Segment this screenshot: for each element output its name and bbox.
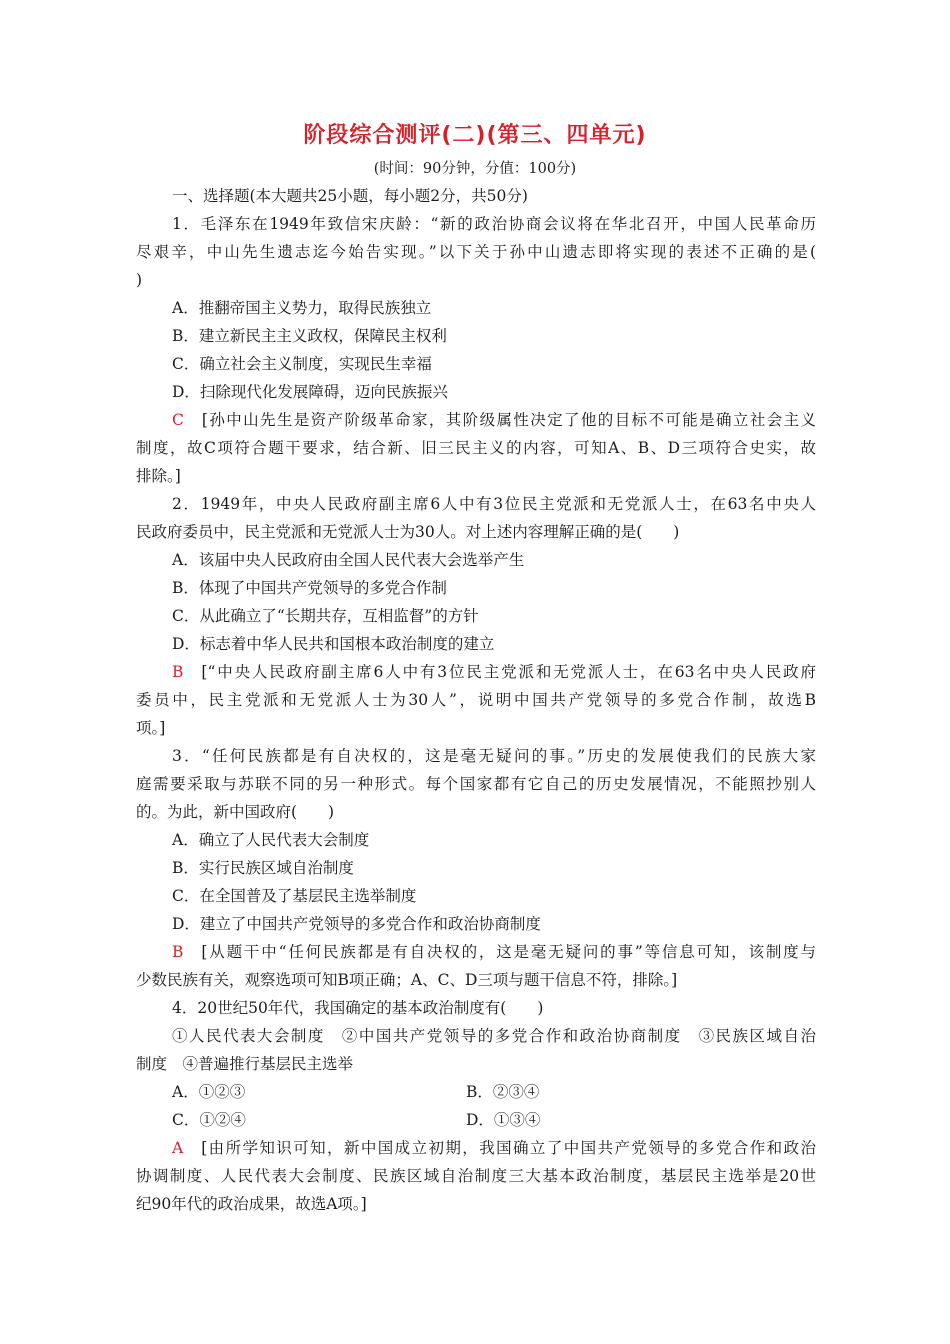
option-c: C．确立社会主义制度，实现民生幸福 (172, 355, 432, 373)
analysis-text: [从题干中“任何民族都是有自决权的，这是毫无疑问的事”等信息可知，该制度与 (201, 943, 816, 961)
option-a: A．确立了人民代表大会制度 (172, 831, 370, 849)
analysis-text: 协调制度、人民代表大会制度、民族区域自治制度三大基本政治制度，基层民主选举是20世 (136, 1167, 816, 1185)
analysis-text: [“中央人民政府副主席6人中有3位民主党派和无党派人士，在63名中央人民政府 (201, 663, 816, 681)
question-text: 2．1949年，中央人民政府副主席6人中有3位民主党派和无党派人士，在63名中央人 (172, 495, 816, 513)
option-row (136, 1078, 816, 1106)
option-a: A．①②③ (172, 1083, 246, 1101)
analysis-text: 项。] (136, 719, 166, 737)
analysis-text: 少数民族有关，观察选项可知B项正确；A、C、D三项与题干信息不符，排除。] (136, 971, 678, 989)
analysis-text: 纪90年代的政治成果，故选A项。] (136, 1195, 367, 1213)
section-heading: 一、选择题(本大题共25小题，每小题2分，共50分) (172, 187, 528, 205)
answer-letter: B (172, 663, 184, 681)
question-text: 4．20世纪50年代，我国确定的基本政治制度有( ) (172, 999, 544, 1017)
question-1 (136, 210, 816, 490)
question-text: ) (136, 271, 143, 289)
option-d: D．扫除现代化发展障碍，迈向民族振兴 (172, 383, 448, 401)
answer-line (136, 938, 816, 966)
answer-letter: C (172, 411, 184, 429)
question-text: ①人民代表大会制度 ②中国共产党领导的多党合作和政治协商制度 ③民族区域自治 (172, 1027, 816, 1045)
answer-letter: A (172, 1139, 184, 1157)
option-d: D．①③④ (466, 1111, 541, 1129)
answer-line (136, 658, 816, 686)
question-2 (136, 490, 816, 742)
analysis-text: 排除。] (136, 467, 181, 485)
option-c: C．在全国普及了基层民主选举制度 (172, 887, 417, 905)
option-row (136, 1106, 816, 1134)
option-c: C．从此确立了“长期共存，互相监督”的方针 (172, 607, 479, 625)
question-4 (136, 994, 816, 1218)
option-a: A．推翻帝国主义势力，取得民族独立 (172, 299, 432, 317)
analysis-text: [孙中山先生是资产阶级革命家，其阶级属性决定了他的目标不可能是确立社会主义 (201, 411, 816, 429)
analysis-text: 委员中，民主党派和无党派人士为30人”，说明中国共产党领导的多党合作制，故选B (136, 691, 816, 709)
option-c: C．①②④ (172, 1111, 246, 1129)
answer-letter: B (172, 943, 184, 961)
option-b: B．建立新民主主义政权，保障民主权利 (172, 327, 447, 345)
option-a: A．该届中央人民政府由全国人民代表大会选举产生 (172, 551, 525, 569)
question-3 (136, 742, 816, 994)
question-text: 1．毛泽东在1949年致信宋庆龄：“新的政治协商会议将在华北召开，中国人民革命历 (172, 215, 816, 233)
answer-line (136, 406, 816, 434)
option-b: B．②③④ (466, 1083, 540, 1101)
question-text: 的。为此，新中国政府( ) (136, 803, 335, 821)
option-b: B．体现了中国共产党领导的多党合作制 (172, 579, 447, 597)
question-text: 民政府委员中，民主党派和无党派人士为30人。对上述内容理解正确的是( ) (136, 523, 680, 541)
question-text: 制度 ④普遍推行基层民主选举 (136, 1055, 354, 1073)
question-text: 庭需要采取与苏联不同的另一种形式。每个国家都有它自己的历史发展情况，不能照抄别人 (136, 775, 816, 793)
answer-line (136, 1134, 816, 1162)
question-text: 3．“任何民族都是有自决权的，这是毫无疑问的事。”历史的发展使我们的民族大家 (172, 747, 816, 765)
option-b: B．实行民族区域自治制度 (172, 859, 354, 877)
exam-meta: (时间：90分钟，分值：100分) (373, 161, 577, 177)
option-d: D．建立了中国共产党领导的多党合作和政治协商制度 (172, 915, 541, 933)
option-d: D．标志着中华人民共和国根本政治制度的建立 (172, 635, 495, 653)
analysis-text: 制度，故C项符合题干要求，结合新、旧三民主义的内容，可知A、B、D三项符合史实，故 (136, 439, 816, 457)
page-title: 阶段综合测评(二)(第三、四单元) (303, 123, 647, 148)
analysis-text: [由所学知识可知，新中国成立初期，我国确立了中国共产党领导的多党合作和政治 (201, 1139, 816, 1157)
question-text: 尽艰辛，中山先生遗志迄今始告实现。”以下关于孙中山遗志即将实现的表述不正确的是( (136, 243, 816, 261)
document-body (136, 182, 816, 1218)
